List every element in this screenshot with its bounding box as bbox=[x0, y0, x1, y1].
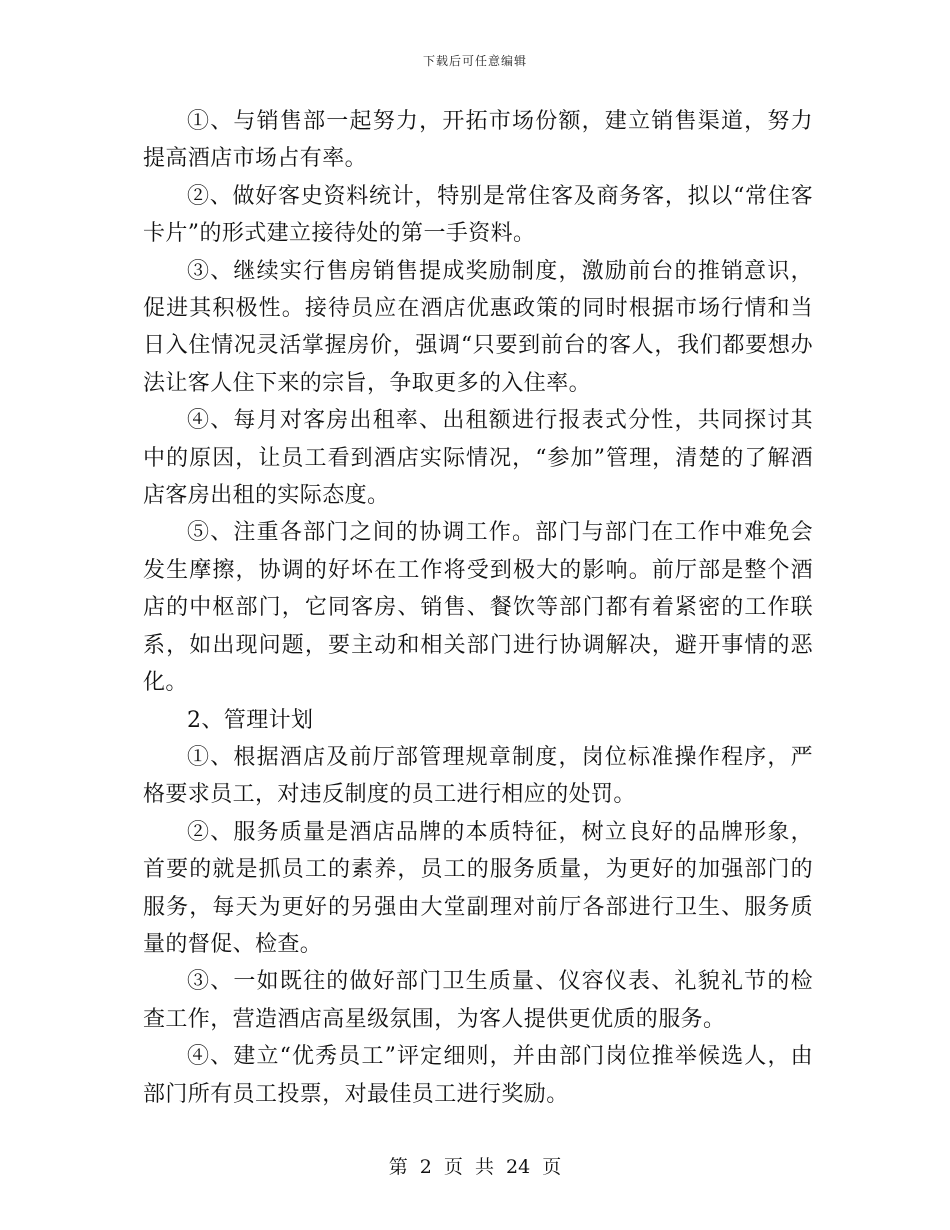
paragraph-item-7: ②、服务质量是酒店品牌的本质特征，树立良好的品牌形象，首要的就是抓员工的素养，员工的服务质量，为更好的加强部门的服务，每天为更好的另强由大堂副理对前厅各部进行卫生、服务质量的督促、检查。 bbox=[143, 819, 813, 957]
section-heading-management-plan: 2、管理计划 bbox=[187, 707, 314, 733]
document-body bbox=[143, 103, 813, 1113]
paragraph-item-8: ③、一如既往的做好部门卫生质量、仪容仪表、礼貌礼节的检查工作，营造酒店高星级氛围，为客人提供更优质的服务。 bbox=[143, 969, 813, 1032]
paragraph-item-9: ④、建立“优秀员工”评定细则，并由部门岗位推举候选人，由部门所有员工投票，对最佳员工进行奖励。 bbox=[143, 1044, 813, 1107]
page-header-note: 下载后可任意编辑 bbox=[422, 54, 527, 68]
paragraph-item-6: ①、根据酒店及前厅部管理规章制度，岗位标准操作程序，严格要求员工，对违反制度的员工进行相应的处罚。 bbox=[143, 744, 813, 808]
paragraph-item-1: ①、与销售部一起努力，开拓市场份额，建立销售渠道，努力提高酒店市场占有率。 bbox=[143, 109, 813, 172]
paragraph-item-5: ⑤、注重各部门之间的协调工作。部门与部门在工作中难免会发生摩擦，协调的好坏在工作将受到极大的影响。前厅部是整个酒店的中枢部门，它同客房、销售、餐饮等部门都有着紧密的工作联系，如出现问题，要主动和相关部门进行协调解决，避开事情的恶化。 bbox=[143, 520, 813, 696]
paragraph-item-2: ②、做好客史资料统计，特别是常住客及商务客，拟以“常住客卡片”的形式建立接待处的第一手资料。 bbox=[143, 183, 813, 247]
paragraph-item-4: ④、每月对客房出租率、出租额进行报表式分性，共同探讨其中的原因，让员工看到酒店实际情况，“参加”管理，清楚的了解酒店客房出租的实际态度。 bbox=[143, 408, 813, 509]
page-number-footer: 第 2 页 共 24 页 bbox=[388, 1156, 562, 1178]
paragraph-item-3: ③、继续实行售房销售提成奖励制度，激励前台的推销意识，促进其积极性。接待员应在酒店优惠政策的同时根据市场行情和当日入住情况灵活掌握房价，强调“只要到前台的客人，我们都要想办法让客人住下来的宗旨，争取更多的入住率。 bbox=[143, 258, 813, 396]
